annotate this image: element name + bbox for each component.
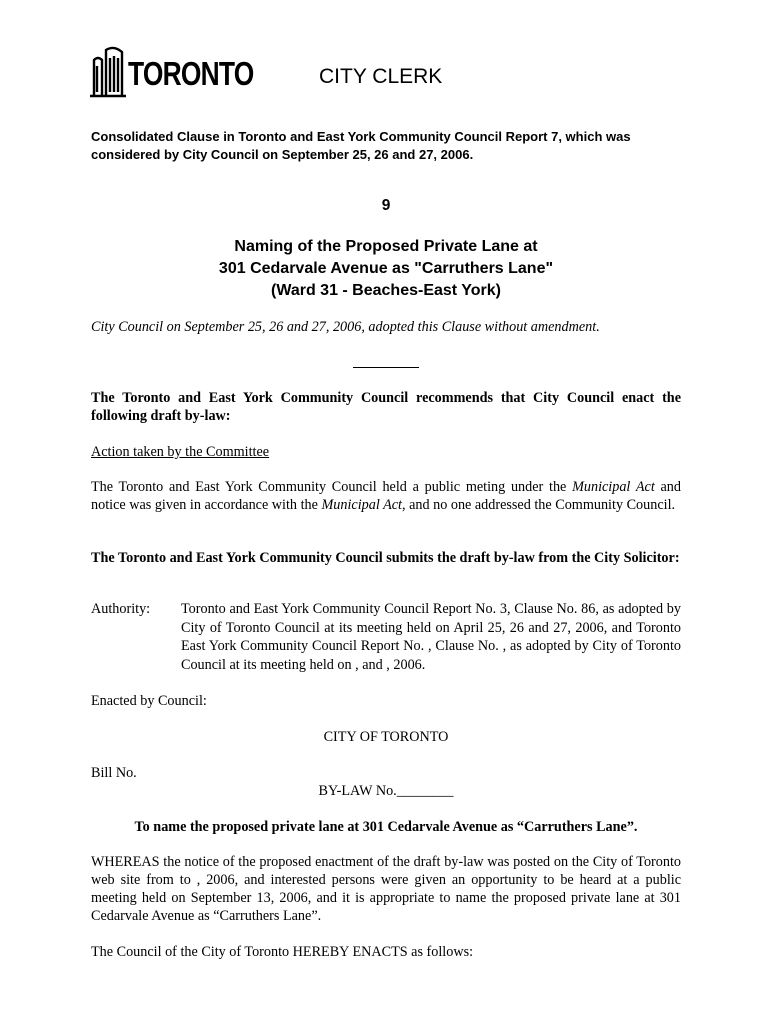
letterhead: [90, 44, 690, 100]
action-paragraph: [91, 478, 681, 514]
bill-number: Bill No.: [91, 765, 137, 781]
bylaw-title: To name the proposed private lane at 301 Cedarvale Avenue as “Carruthers Lane”.: [134, 819, 638, 835]
bylaw-number: BY-LAW No.________: [318, 783, 454, 799]
whereas-paragraph: WHEREAS the notice of the proposed enactment of the draft by-law was posted on the City of Toronto web site from to , 2006, and interested persons were given an opportunity to be heard at a public meeting held on September 13, 2006, and it is appropriate to name the proposed private lane at 301 Cedarvale Avenue as “Carruthers Lane”.: [91, 854, 681, 924]
authority-label: Authority:: [91, 601, 151, 617]
logo-wordmark: TORONTO: [128, 55, 254, 92]
section-divider: [353, 367, 419, 368]
clause-title: [91, 236, 681, 302]
action-heading: Action taken by the Committee: [91, 444, 270, 460]
clause-title-line: 301 Cedarvale Avenue as "Carruthers Lane": [218, 260, 554, 277]
clause-number: 9: [381, 197, 391, 214]
adoption-note: City Council on September 25, 26 and 27, 2006, adopted this Clause without amendment.: [91, 319, 600, 335]
clause-title-line: Naming of the Proposed Private Lane at: [234, 238, 538, 255]
recommendation-paragraph: The Toronto and East York Community Council recommends that City Council enact the following draft by-law:: [91, 390, 681, 424]
action-text: The Toronto and East York Community Council held a public meting under the: [91, 479, 573, 495]
act-name: Municipal Act: [321, 497, 402, 513]
act-name: Municipal Act: [572, 479, 655, 495]
intro-paragraph: Consolidated Clause in Toronto and East York Community Council Report 7, which was considered by City Council on September 25, 26 and 27, 2006.: [91, 129, 631, 162]
authority-text: Toronto and East York Community Council Report No. 3, Clause No. 86, as adopted by City of Toronto Council at its meeting held on April 25, 26 and 27, 2006, and Toronto East York Community Council Report No. , Clause No. , as adopted by City of Toronto Council at its meeting held on , and , 2006.: [181, 601, 681, 673]
city-heading: CITY OF TORONTO: [323, 729, 449, 745]
action-text: and notice was given in accordance with the: [91, 479, 681, 513]
toronto-logo: [90, 44, 254, 98]
department-name: CITY CLERK: [319, 65, 443, 88]
city-hall-icon: [90, 46, 128, 98]
enacted-line: Enacted by Council:: [91, 693, 207, 709]
clause-title-line: (Ward 31 - Beaches-East York): [270, 282, 501, 299]
action-text: , and no one addressed the Community Council.: [401, 497, 676, 513]
enacts-line: The Council of the City of Toronto HEREBY ENACTS as follows:: [91, 944, 474, 960]
submits-paragraph: The Toronto and East York Community Council submits the draft by-law from the City Solicitor:: [91, 550, 680, 566]
